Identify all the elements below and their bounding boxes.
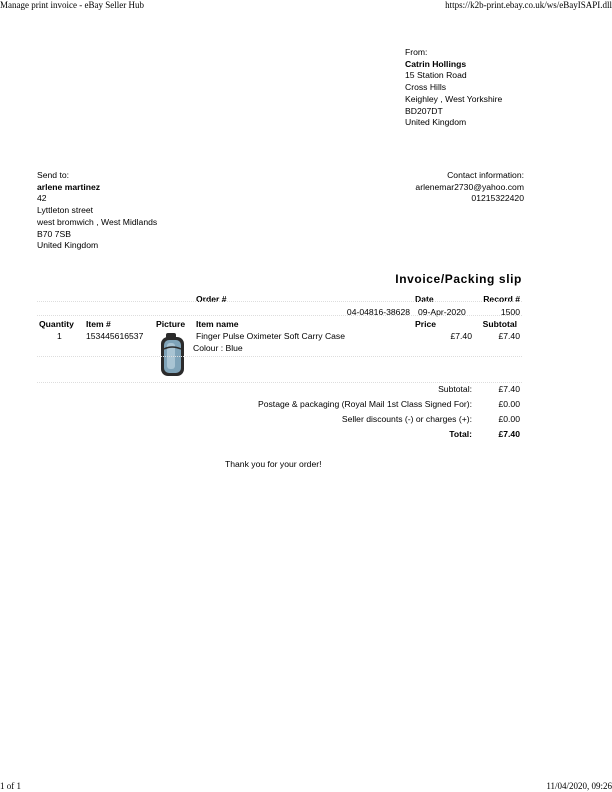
item-name-header: Item name <box>196 319 239 329</box>
send-to-name: arlene martinez <box>37 181 101 192</box>
discounts-label: Seller discounts (-) or charges (+): <box>341 414 472 424</box>
row-quantity: 1 <box>57 331 62 341</box>
separator <box>37 315 522 316</box>
invoice-title: Invoice/Packing slip <box>395 272 522 286</box>
from-address <box>405 47 502 129</box>
send-to-line: Lyttleton street <box>37 205 94 216</box>
send-to-line: United Kingdom <box>37 240 99 251</box>
from-line: United Kingdom <box>405 117 467 128</box>
send-to-line: B70 7SB <box>37 228 71 239</box>
send-to-line: 42 <box>37 193 47 204</box>
subtotal-label: Subtotal: <box>438 384 472 394</box>
send-to-line: west bromwich , West Midlands <box>37 216 158 227</box>
order-header: Order # <box>196 294 227 304</box>
row-subtotal: £7.40 <box>498 331 520 341</box>
contact-info <box>415 170 524 205</box>
record-number: 1500 <box>500 307 520 317</box>
contact-label: Contact information: <box>447 170 524 180</box>
separator <box>37 301 522 302</box>
thank-you-message: Thank you for your order! <box>225 459 322 469</box>
total-value: £7.40 <box>498 429 520 439</box>
from-label: From: <box>405 47 428 57</box>
item-number-header: Item # <box>86 319 111 329</box>
picture-header: Picture <box>156 319 186 329</box>
datetime-footer: 11/04/2020, 09:26 <box>546 781 612 791</box>
from-line: BD207DT <box>405 105 443 116</box>
quantity-header: Quantity <box>39 319 74 329</box>
price-header: Price <box>415 319 437 329</box>
from-line: Keighley , West Yorkshire <box>405 93 503 104</box>
from-line: Cross Hills <box>405 82 447 93</box>
record-header: Record # <box>483 294 520 304</box>
from-line: 15 Station Road <box>405 70 467 81</box>
subtotal-value: £7.40 <box>498 384 520 394</box>
postage-value: £0.00 <box>498 399 520 409</box>
page-url-header: https://k2b-print.ebay.co.uk/ws/eBayISAPI.dll <box>445 0 612 10</box>
postage-label: Postage & packaging (Royal Mail 1st Class Signed For): <box>258 399 472 409</box>
send-to-label: Send to: <box>37 170 70 180</box>
page-title-header: Manage print invoice - eBay Seller Hub <box>0 0 144 10</box>
order-number: 04-04816-38628 <box>346 307 410 317</box>
order-date: 09-Apr-2020 <box>418 307 466 317</box>
separator <box>37 382 522 383</box>
row-item-name: Finger Pulse Oximeter Soft Carry Case <box>196 331 346 341</box>
send-to-address <box>37 170 157 252</box>
page-count-footer: 1 of 1 <box>0 781 21 791</box>
pouch-icon <box>158 333 188 377</box>
contact-phone: 01215322420 <box>471 193 524 204</box>
separator <box>37 356 522 357</box>
subtotal-header: Subtotal <box>482 319 517 329</box>
row-item-number: 153445616537 <box>86 331 144 341</box>
date-header: Date <box>415 294 434 304</box>
discounts-value: £0.00 <box>498 414 520 424</box>
contact-email: arlenemar2730@yahoo.com <box>415 181 524 192</box>
total-label: Total: <box>449 429 472 439</box>
row-price: £7.40 <box>450 331 472 341</box>
row-variation: Colour : Blue <box>193 343 243 353</box>
from-name: Catrin Hollings <box>405 58 467 69</box>
